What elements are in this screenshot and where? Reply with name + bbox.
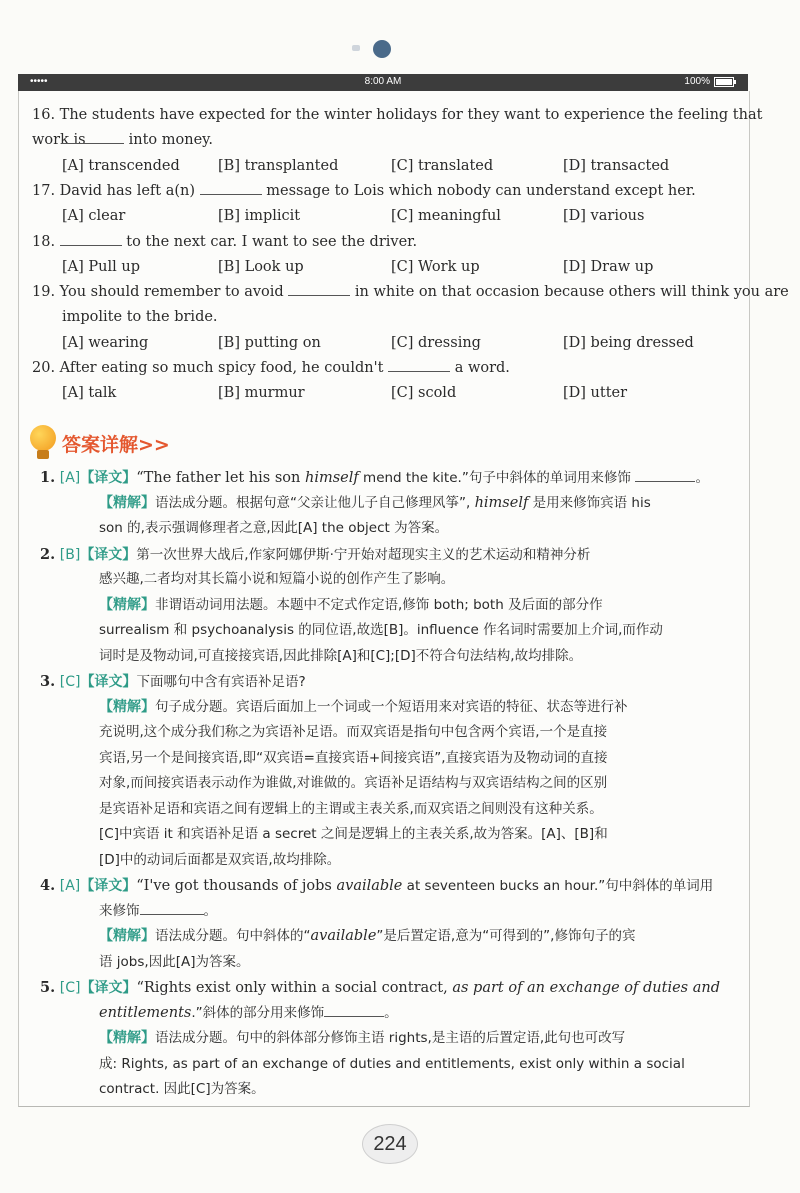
answer-letter: [A] [59,470,81,486]
tag-analysis: 【精解】 [99,1030,155,1046]
option-c: [C] scold [391,385,457,401]
answer-4-line3 [99,924,635,949]
question-text-cont: in white on that occasion because others will think you are [354,284,789,300]
italic-text: available [336,878,403,894]
option-c: [C] meaningful [391,208,501,224]
answer-3-line4: 宾语,另一个是间接宾语,即“双宾语=直接宾语+间接宾语”,直接宾语为及物动词的直接 [99,750,608,766]
answer-letter: [C] [59,674,81,690]
option-b: [B] implicit [218,208,301,224]
option-a: [A] clear [62,208,126,224]
answer-number: 5. [40,979,56,996]
answer-4-line4: 语 jobs,因此[A]为答案。 [99,954,250,970]
answer-5-line2: entitlements.”斜体的部分用来修饰 。 [99,1001,398,1026]
option-d: [D] utter [563,385,628,401]
question-19-line2: impolite to the bride. [62,309,218,325]
text: 是用来修饰宾语 his [528,495,651,511]
option-d: [D] being dressed [563,335,694,351]
status-time: 8:00 AM [364,76,402,87]
answer-3-line1 [40,669,306,695]
italic-text: himself [474,495,529,511]
answer-letter: [B] [59,547,81,563]
answer-3-line7: [C]中宾语 it 和宾语补足语 a secret 之间是逻辑上的主表关系,故为答案。[A]、[B]和 [99,826,608,842]
italic-text: as part of an exchange of duties and [452,980,720,996]
option-b: [B] putting on [218,335,321,351]
question-19 [32,280,789,305]
option-c: [C] dressing [391,335,481,351]
option-c: [C] Work up [391,259,480,275]
text: 句子成分题。宾语后面加上一个词或一个短语用来对宾语的特征、状态等进行补 [155,699,628,715]
tag-analysis: 【精解】 [99,928,155,944]
question-number: 16. [32,107,56,123]
option-a: [A] talk [62,385,117,401]
option-c: [C] translated [391,158,494,174]
question-number: 18. [32,234,56,250]
answer-3-line3: 充说明,这个成分我们称之为宾语补足语。而双宾语是指句中包含两个宾语,一个是直接 [99,724,608,740]
text: “Rights exist only within a social contract, [136,980,453,996]
question-number: 17. [32,183,56,199]
tag-translation: 【译文】 [80,470,137,486]
option-d: [D] transacted [563,158,670,174]
answer-blank [388,357,450,372]
question-text: David has left a(n) [59,183,196,199]
answer-1-line2 [99,491,651,516]
option-a: [A] Pull up [62,259,140,275]
option-d: [D] Draw up [563,259,654,275]
question-text: After eating so much spicy food, he couldn't [59,360,384,376]
question-number: 20. [32,360,56,376]
option-b: [B] transplanted [218,158,339,174]
tag-translation: 【译文】 [80,674,137,690]
answer-blank [635,467,695,482]
question-text-cont: message to Lois which nobody can understand except her. [266,183,696,199]
text: 第一次世界大战后,作家阿娜伊斯·宁开始对超现实主义的艺术运动和精神分析 [136,547,591,563]
answer-blank [62,129,124,144]
answer-5-line3 [99,1026,625,1051]
question-text: The students have expected for the winter holidays for they want to experience the feeling that work is [32,107,763,148]
italic-text: entitlements [99,1005,192,1021]
answer-3-line2 [99,695,628,720]
answer-1-line3: son 的,表示强调修理者之意,因此[A] the object 为答案。 [99,520,449,536]
battery-percent: 100% [684,76,710,87]
question-17 [32,179,696,204]
camera-icon [373,40,391,58]
answer-5-line5: contract. 因此[C]为答案。 [99,1081,265,1097]
text: 非谓语动词用法题。本题中不定式作定语,修饰 both; both 及后面的部分作 [155,597,603,613]
question-text-cont: to the next car. I want to see the driver. [126,234,418,250]
answer-3-line6: 是宾语补足语和宾语之间有逻辑上的主谓或主表关系,而双宾语之间则没有这种关系。 [99,801,603,817]
tag-translation: 【译文】 [80,980,137,996]
answer-number: 4. [40,877,56,894]
answer-5-line1 [40,975,720,1001]
question-18 [32,230,417,255]
text: 语法成分题。句中的斜体部分修饰主语 rights,是主语的后置定语,此句也可改写 [155,1030,626,1046]
status-bar [18,74,748,91]
answer-4-line2: 来修饰 。 [99,899,217,924]
answer-2-line4: surrealism 和 psychoanalysis 的同位语,故选[B]。influence 作名词时需要加上介词,而作动 [99,622,663,638]
option-a: [A] wearing [62,335,149,351]
question-20 [32,356,510,381]
tag-translation: 【译文】 [80,878,137,894]
answer-2-line1 [40,542,590,568]
question-number: 19. [32,284,56,300]
answer-5-line4: 成: Rights, as part of an exchange of duties and entitlements, exist only within a social [99,1056,685,1072]
text: 语法成分题。根据句意“父亲让他儿子自己修理风筝”, [155,495,475,511]
text: mend the kite.”句子中斜体的单词用来修饰 [358,470,631,486]
battery-indicator [684,76,734,87]
answer-1-line1: 1. [A]【译文】“The father let his son himself mend the kite.”句子中斜体的单词用来修饰 。 [40,469,709,486]
text: at seventeen bucks an hour.”句中斜体的单词用 [402,878,714,894]
answer-3-line5: 对象,而间接宾语表示动作为谁做,对谁做的。宾语补足语结构与双宾语结构之间的区别 [99,775,608,791]
signal-icon: ••••• [30,76,48,87]
answers-header [30,425,170,461]
answer-4-line1 [40,873,713,899]
answer-2-line2: 感兴趣,二者均对其长篇小说和短篇小说的创作产生了影响。 [99,571,455,587]
italic-text: available [310,928,377,944]
text: ”是后置定语,意为“可得到的”,修饰句子的宾 [376,928,636,944]
option-b: [B] murmur [218,385,305,401]
text: .”斜体的部分用来修饰 [191,1005,325,1021]
answer-letter: [A] [59,878,81,894]
answer-number: 2. [40,546,56,563]
answer-2-line5: 词时是及物动词,可直接接宾语,因此排除[A]和[C];[D]不符合句法结构,故均排除。 [99,648,583,664]
question-text: You should remember to avoid [59,284,284,300]
lightbulb-icon [30,425,56,461]
answers-title: 答案详解>> [62,433,170,456]
answer-blank [60,231,122,246]
answer-3-line8: [D]中的动词后面都是双宾语,故均排除。 [99,852,341,868]
question-text-cont: into money. [128,132,214,148]
text: “The father let his son [136,470,305,486]
tag-translation: 【译文】 [80,547,137,563]
text: 下面哪句中含有宾语补足语? [136,674,306,690]
question-16-line2 [62,128,213,153]
answer-blank [200,180,262,195]
answer-blank [288,281,350,296]
answer-number: 3. [40,673,56,690]
text: 来修饰 [99,903,140,919]
answer-number: 1. [40,469,56,486]
answer-2-line3 [99,593,603,618]
question-text-cont: a word. [454,360,510,376]
option-a: [A] transcended [62,158,180,174]
page-number: 224 [362,1124,418,1164]
answer-blank [324,1002,384,1017]
tag-analysis: 【精解】 [99,699,155,715]
answer-letter: [C] [59,980,81,996]
option-b: [B] Look up [218,259,304,275]
answer-blank [140,900,204,915]
option-d: [D] various [563,208,645,224]
tag-analysis: 【精解】 [99,495,155,511]
camera-sensor [352,45,360,51]
text: 语法成分题。句中斜体的“ [155,928,311,944]
battery-icon [714,77,734,87]
text: “I've got thousands of jobs [136,878,337,894]
tag-analysis: 【精解】 [99,597,155,613]
italic-text: himself [304,470,359,486]
